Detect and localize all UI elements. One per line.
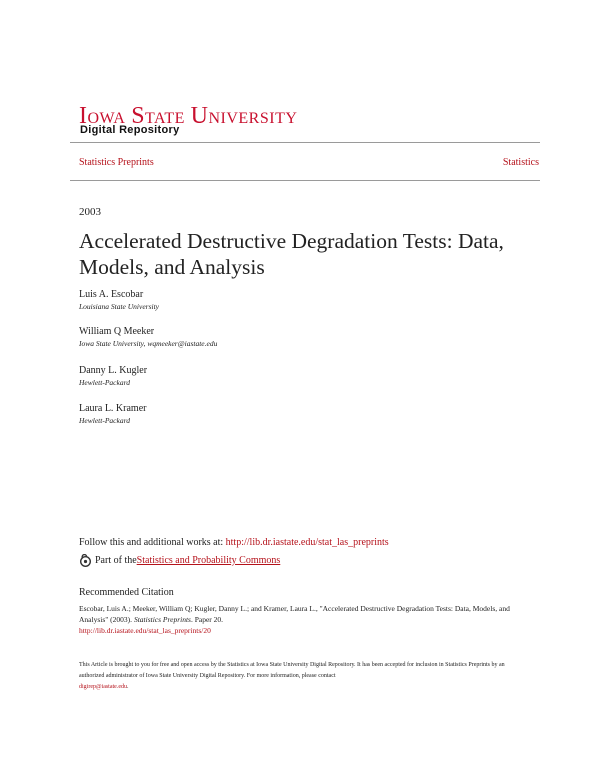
author-affiliation: Iowa State University, wqmeeker@iastate.edu [79, 339, 218, 348]
citation-url-link[interactable]: http://lib.dr.iastate.edu/stat_las_preprints/20 [79, 626, 211, 635]
statistics-probability-commons-link[interactable]: Statistics and Probability Commons [136, 555, 281, 566]
author-name: Laura L. Kramer [79, 403, 147, 414]
repository-subtitle: Digital Repository [80, 124, 180, 136]
citation-text-after: . Paper 20. [190, 615, 224, 624]
open-access-icon [79, 554, 92, 567]
citation-series: Statistics Preprints [133, 615, 191, 624]
paper-title: Accelerated Destructive Degradation Tests: Data, Models, and Analysis [79, 229, 504, 279]
citation-text-before: Escobar, Luis A.; Meeker, William Q; Kugler, Danny L.; and Kramer, Laura L., "Accelerated Destructive Degradation Tests: Data, Models, and Analysis" (2003). [79, 604, 510, 624]
author-name: William Q Meeker [79, 326, 155, 337]
part-of-prefix: Part of the [95, 555, 137, 566]
footer-notice [79, 660, 524, 693]
author-affiliation: Hewlett-Packard [79, 378, 130, 387]
divider-top [70, 142, 540, 143]
author-name: Luis A. Escobar [79, 289, 144, 300]
author-block-4 [79, 403, 146, 425]
footer-end: . [127, 684, 129, 690]
recommended-citation-heading: Recommended Citation [79, 587, 174, 598]
part-of-line [79, 554, 280, 567]
author-affiliation: Hewlett-Packard [79, 416, 130, 425]
recommended-citation-text [79, 603, 524, 636]
footer-text: This Article is brought to you for free and open access by the Statistics at Iowa State University Digital Repository. It has been accepted for inclusion in Statistics Preprints by an authorized administrator of Iowa State University Digital Repository. For more information, please contact [79, 662, 505, 679]
follow-url-link[interactable]: http://lib.dr.iastate.edu/stat_las_preprints [225, 537, 389, 548]
author-affiliation: Louisiana State University [79, 302, 159, 311]
university-logo-title: IOWA STATE UNIVERSITY [79, 103, 298, 129]
author-block-3 [79, 365, 147, 387]
nav-link-statistics-preprints[interactable]: Statistics Preprints [79, 157, 154, 168]
author-block-1 [79, 289, 159, 311]
author-block-2 [79, 326, 217, 348]
contact-email-link[interactable]: digirep@iastate.edu [79, 684, 128, 690]
publication-year: 2003 [79, 206, 101, 218]
follow-prefix: Follow this and additional works at: [79, 537, 226, 548]
author-name: Danny L. Kugler [79, 365, 148, 376]
nav-link-statistics[interactable]: Statistics [502, 157, 539, 168]
follow-line [79, 537, 389, 548]
divider-bottom [70, 180, 540, 181]
